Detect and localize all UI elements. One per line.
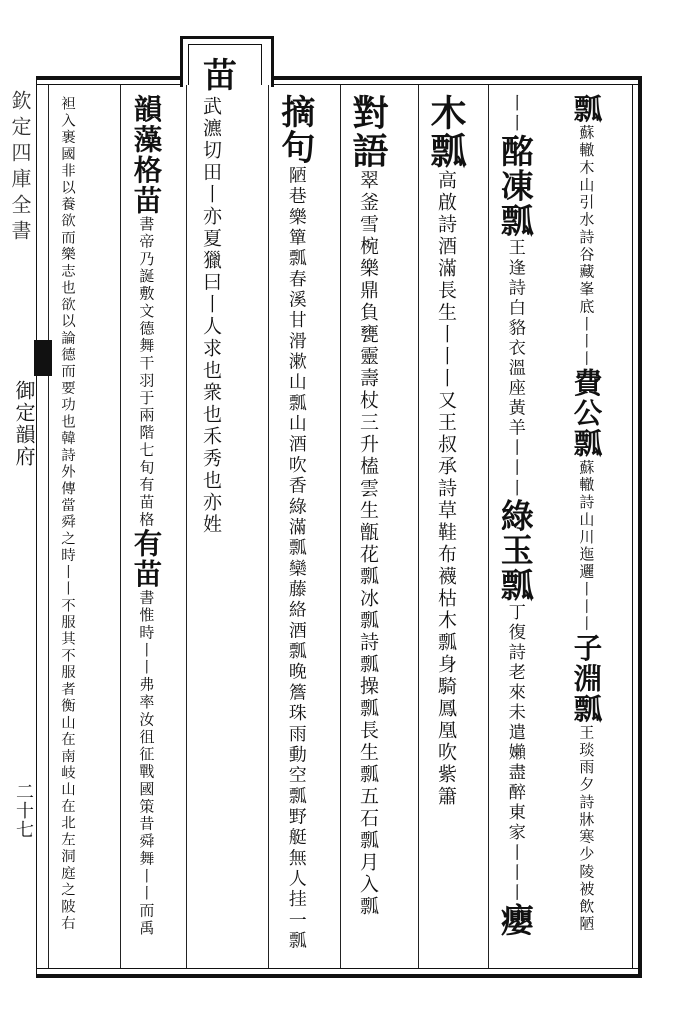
bottom-border	[36, 974, 642, 978]
column-text: 酩凍瓢	[495, 134, 535, 239]
column-text: 書帝乃誕敷文德舞干羽于兩階七旬有苗格	[137, 215, 156, 529]
column-text: 費公瓢	[569, 367, 604, 460]
column-text: 有苗	[129, 528, 164, 590]
text-column-1	[569, 94, 604, 933]
column-text: 蘇轍木山引水詩谷藏峯底丨丨丨	[577, 124, 596, 368]
column-text: 高啟詩酒滿長生丨丨丨又王叔承詩草鞋布襪枯木瓢身騎鳳凰吹紫簫	[435, 170, 457, 808]
column-text: 翠釜雪椀樂鼎負甕靈壽杖三升榼雲生甑花瓢冰瓢詩瓢操瓢長生瓢五石瓢月入瓢	[357, 170, 379, 918]
text-column-2	[495, 94, 535, 938]
column-divider	[268, 85, 269, 968]
column-text: 袒入裹國非以養欲而樂志也欲以論德而要功也韓詩外傳當舜之時丨丨不服其不服者衡山在南岐山在北左洞庭之陂右	[59, 96, 75, 932]
text-column-8	[56, 96, 78, 932]
column-text: 蘇轍詩山川迤邐丨丨丨	[577, 459, 596, 633]
column-text: 瓢	[569, 94, 604, 125]
top-border	[36, 76, 642, 80]
column-text: 癭	[495, 903, 535, 938]
column-text: 丁復詩老來未遣嬾盡醉東家丨丨丨	[504, 602, 525, 904]
book-title: 御定韻府	[12, 380, 36, 468]
right-border	[638, 76, 642, 978]
margin-top-text: 欽定四庫全書	[8, 90, 32, 246]
column-divider	[418, 85, 419, 968]
text-column-3	[425, 94, 467, 808]
column-text: 格苗	[129, 154, 164, 216]
column-text: 摘句	[275, 94, 316, 166]
column-divider	[120, 85, 121, 968]
column-text: 王琰雨夕詩牀寒少陵被飲陋	[577, 724, 596, 933]
top-border-inner	[36, 84, 642, 85]
column-divider	[488, 85, 489, 968]
column-text: 陋巷樂簞瓢春溪甘滑漱山瓢山酒吹香綠滿瓢欒藤絡酒瓢晚簷珠雨動空瓢野艇無人挂一瓢	[285, 165, 307, 952]
bottom-border-inner	[36, 968, 642, 969]
left-border	[36, 76, 37, 978]
text-column-6	[200, 96, 222, 536]
column-divider	[186, 85, 187, 968]
column-text: 書惟時丨丨弗率汝徂征戰國策昔舜舞丨丨而禹	[137, 589, 156, 938]
column-text: 王逢詩白貉衣溫座黃羊丨丨丨	[504, 238, 525, 499]
text-column-5	[275, 94, 316, 952]
column-text: 對語	[347, 94, 389, 170]
column-text: 韻藻	[129, 94, 164, 155]
page-number: 二十七	[13, 782, 34, 839]
column-text: 子淵瓢	[569, 632, 604, 725]
column-divider	[48, 85, 49, 968]
right-border-inner	[632, 84, 633, 969]
column-text: 綠玉瓢	[495, 498, 535, 603]
column-text: 武瀌切田丨亦夏獵曰丨人求也衆也禾秀也亦姓	[200, 96, 222, 536]
heading-character: 苗	[203, 56, 237, 96]
fish-tail-mark	[34, 340, 52, 376]
text-column-4	[347, 94, 389, 918]
column-text: 木瓢	[425, 94, 467, 170]
column-divider	[340, 85, 341, 968]
column-text: 丨丨	[504, 94, 525, 135]
text-column-7	[129, 94, 164, 938]
